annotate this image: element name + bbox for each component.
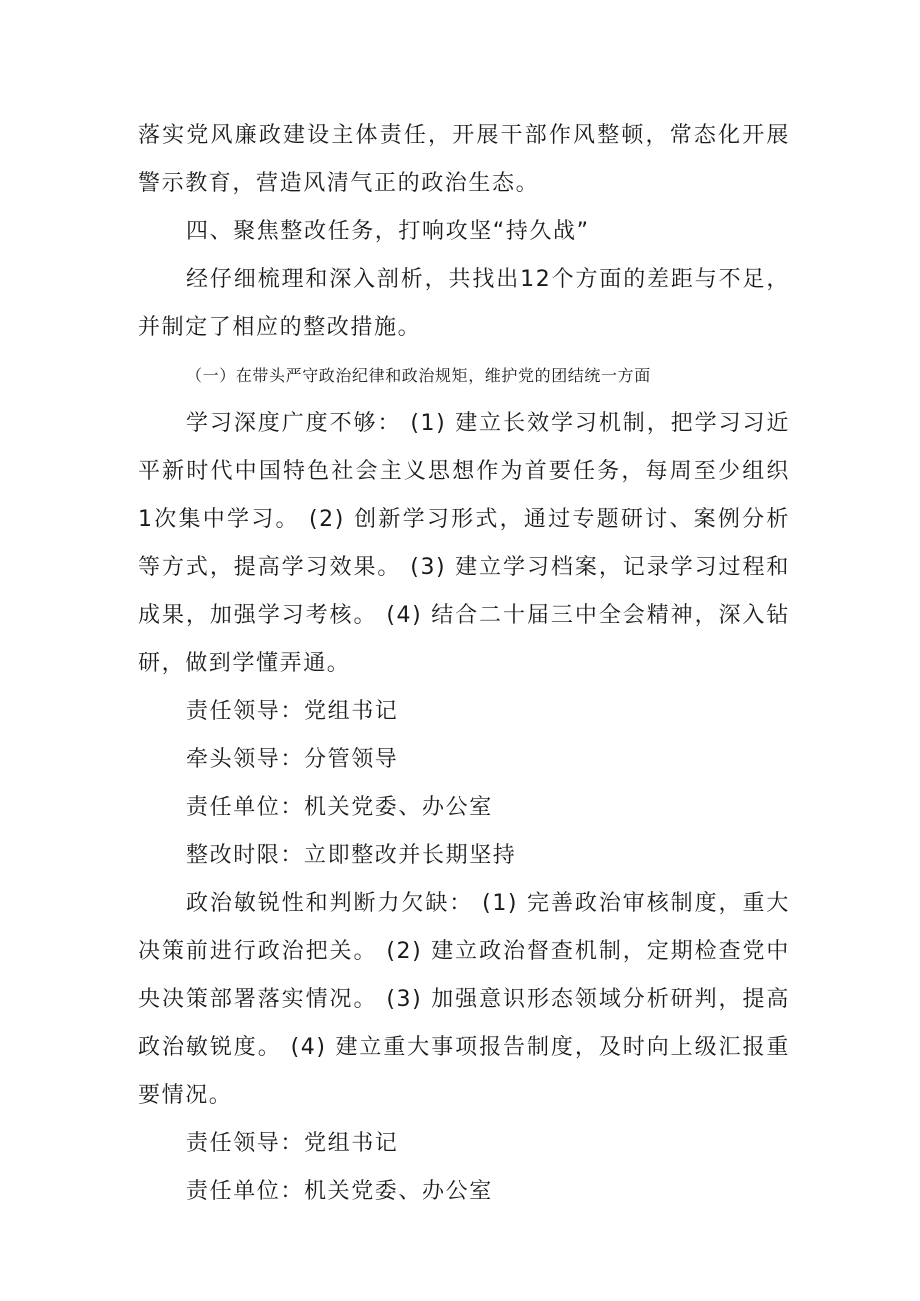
paragraph-political-measures: 政治敏锐性和判断力欠缺： (1) 完善政治审核制度，重大决策前进行政治把关。 (2) 建立政治督查机制，定期检查党中央决策部署落实情况。 (3) 加强意识形态领域分析研判，提高政治敏锐度。 (4) 建立重大事项报告制度，及时向上级汇报重要情况。 [138, 891, 790, 1108]
paragraph-summary: 经仔细梳理和深入剖析，共找出12个方面的差距与不足，并制定了相应的整改措施。 [138, 267, 790, 340]
responsible-leader-line-2: 责任领导：党组书记 [186, 1131, 399, 1156]
responsible-unit-line-2: 责任单位：机关党委、办公室 [186, 1179, 493, 1204]
lead-leader-line: 牵头领导：分管领导 [186, 747, 399, 772]
responsible-unit-line: 责任单位：机关党委、办公室 [186, 795, 493, 820]
deadline-line: 整改时限：立即整改并长期坚持 [186, 843, 517, 868]
subsection-heading: （一）在带头严守政治纪律和政治规矩，维护党的团结统一方面 [186, 366, 651, 385]
document-page [138, 112, 790, 1216]
section-heading: 四、聚焦整改任务，打响攻坚“持久战” [186, 219, 590, 244]
paragraph-continuation: 落实党风廉政建设主体责任，开展干部作风整顿，常态化开展警示教育，营造风清气正的政治生态。 [138, 123, 790, 196]
responsible-leader-line: 责任领导：党组书记 [186, 699, 399, 724]
paragraph-learning-measures: 学习深度广度不够： (1) 建立长效学习机制，把学习习近平新时代中国特色社会主义思想作为首要任务，每周至少组织1次集中学习。 (2) 创新学习形式，通过专题研讨、案例分析等方式，提高学习效果。 (3) 建立学习档案，记录学习过程和成果，加强学习考核。 (4) 结合二十届三中全会精神，深入钻研，做到学懂弄通。 [138, 411, 790, 676]
